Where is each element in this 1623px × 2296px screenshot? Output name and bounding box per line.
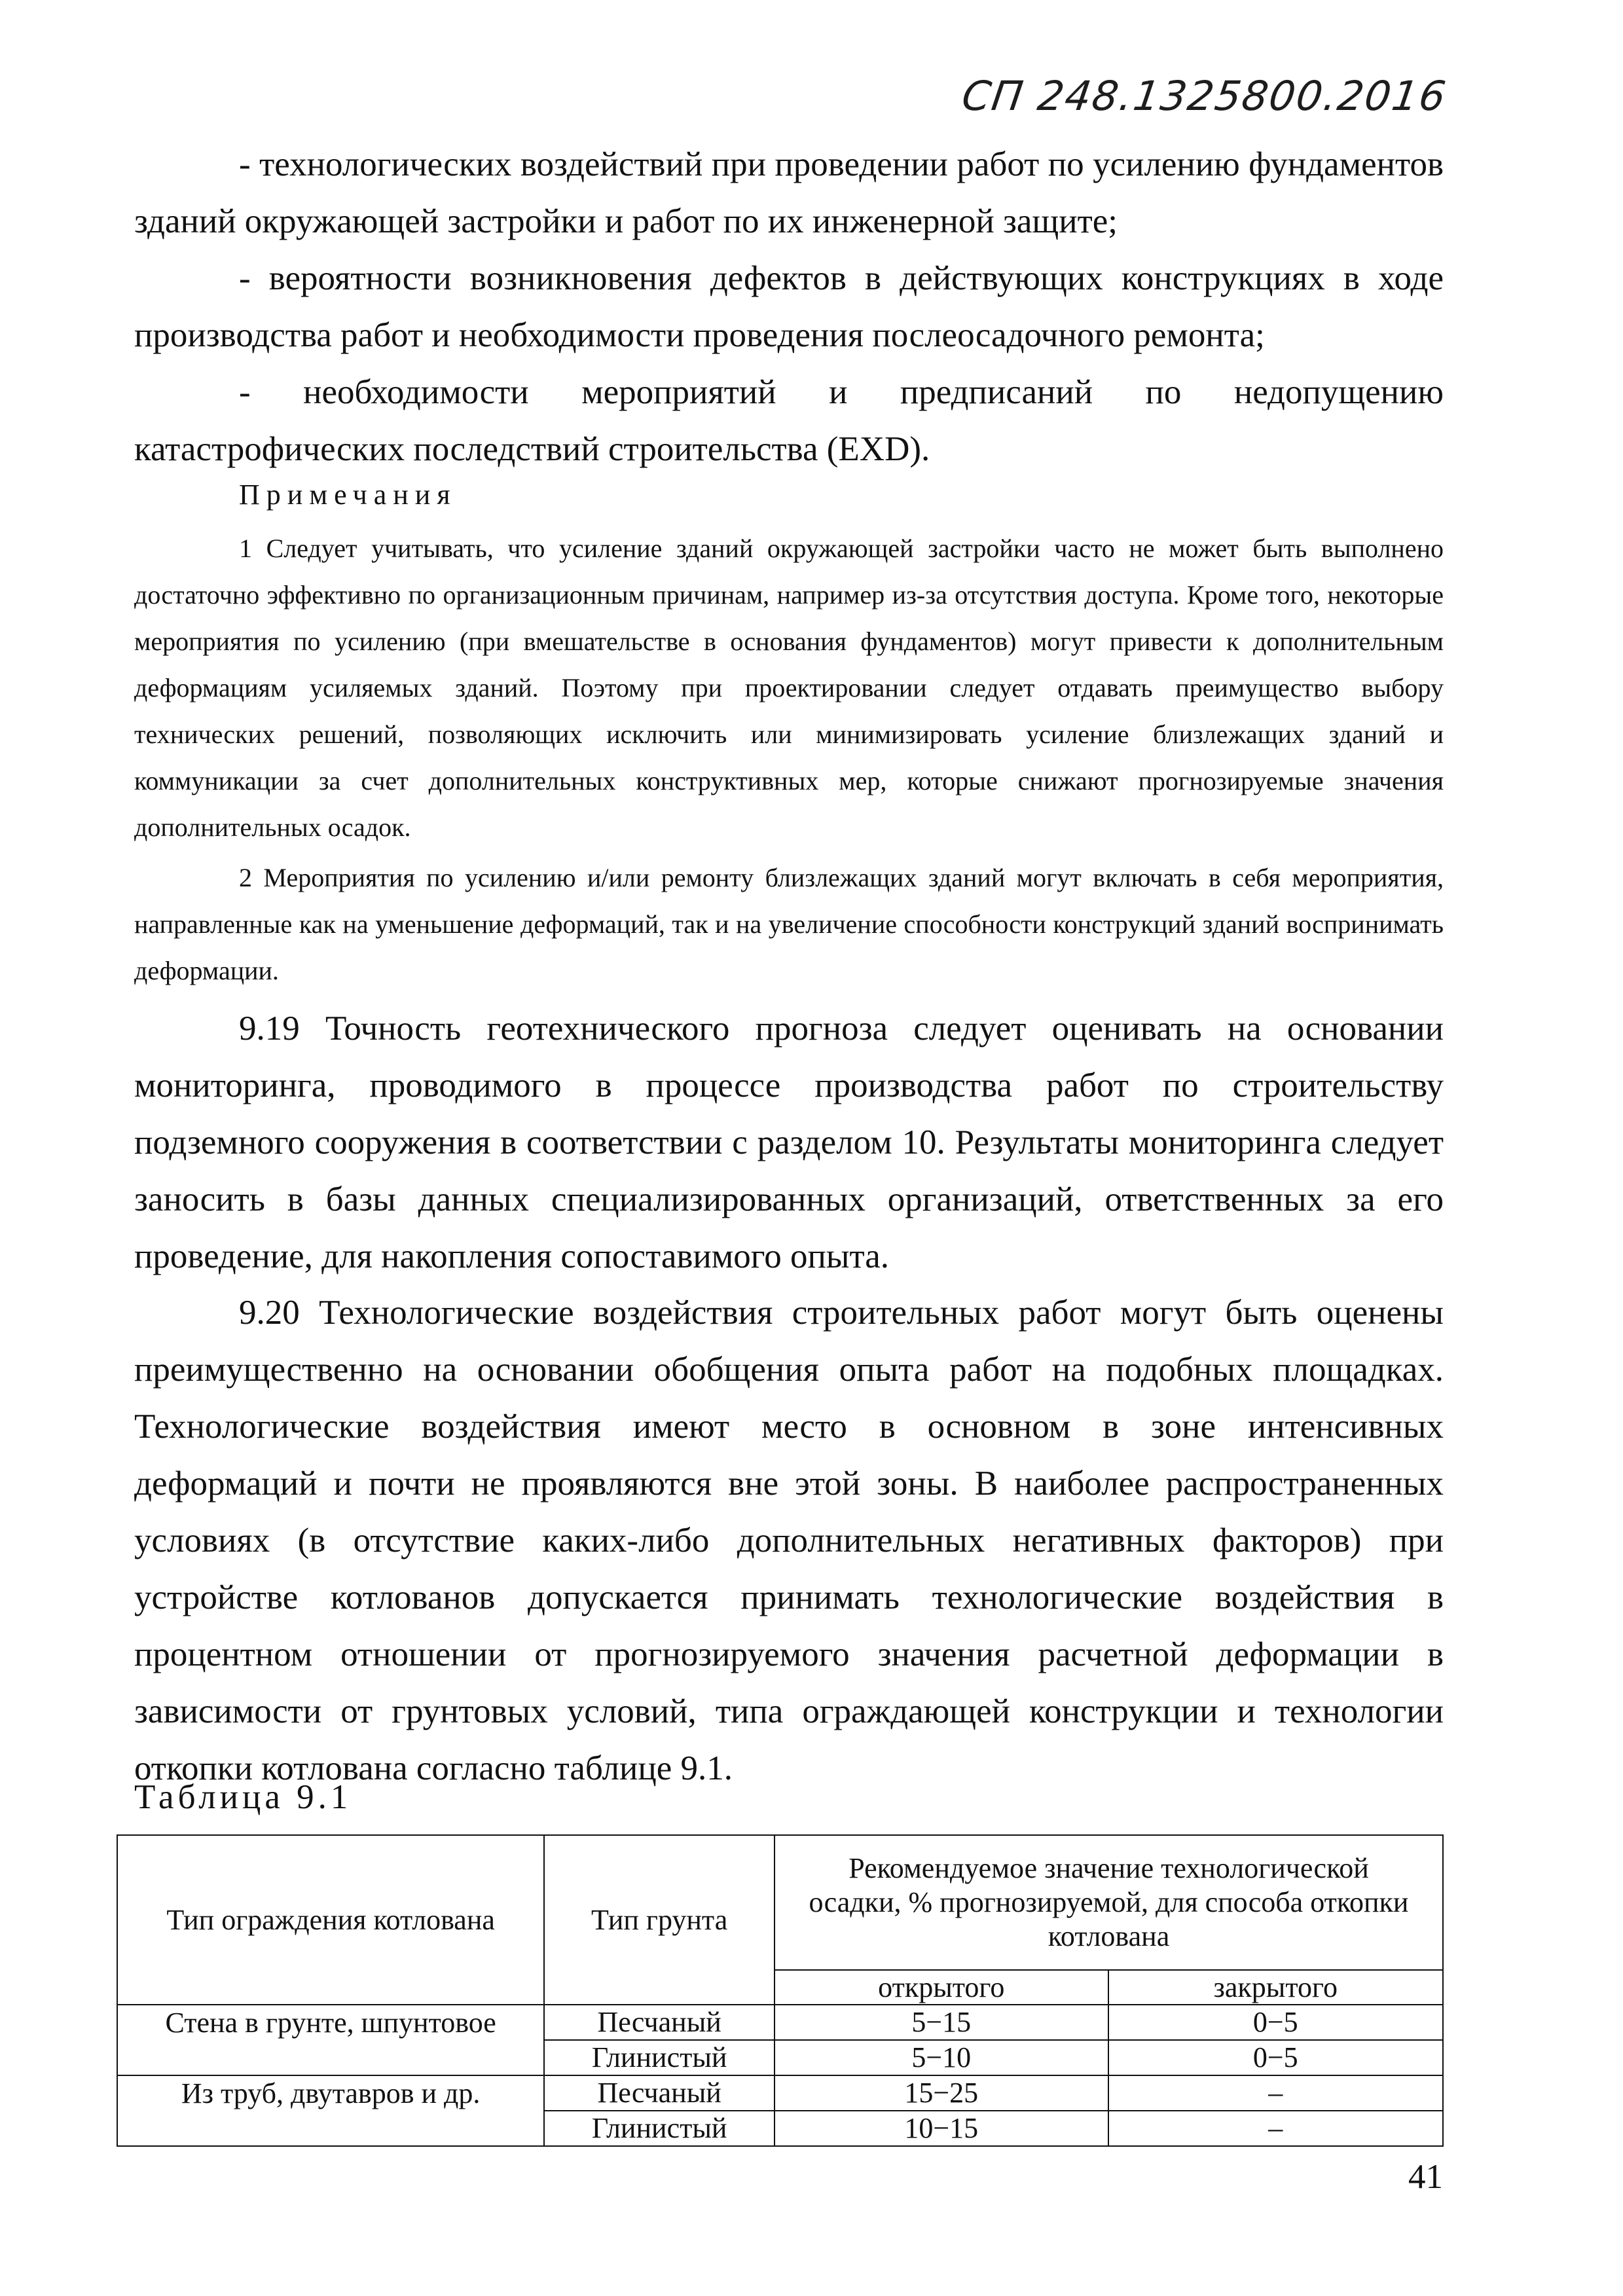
paragraph-9-20: 9.20 Технологические воздействия строительных работ могут быть оценены преимущественно на основании обобщения опыта работ на подобных площадках. Технологические воздействия имеют место в основном в зоне интенсивных деформаций и почти не проявляются вне этой зоны. В наиболее распространенных условиях (в отсутствие каких-либо дополнительных негативных факторов) при устройстве котлованов допускается принимать технологические воздействия в процентном отношении от прогнозируемого значения расчетной деформации в зависимости от грунтовых условий, типа ограждающей конструкции и технологии откопки котлована согласно таблице 9.1. <box>134 1294 1444 1787</box>
cell-open: 15−25 <box>775 2075 1108 2111</box>
table-row <box>117 2005 1443 2040</box>
paragraph-9-19: 9.19 Точность геотехнического прогноза следует оценивать на основании мониторинга, проводимого в процессе производства работ по строительству подземного сооружения в соответствии с разделом 10. Результаты мониторинга следует заносить в базы данных специализированных организаций, ответственных за его проведение, для накопления сопоставимого опыта. <box>134 1010 1444 1275</box>
table-row <box>117 2111 1443 2146</box>
cell-soil: Песчаный <box>544 2075 775 2111</box>
cell-open: 10−15 <box>775 2111 1108 2146</box>
page-number: 41 <box>1408 2158 1443 2196</box>
cell-fence: Стена в грунте, шпунтовое <box>117 2005 544 2040</box>
table-title: Таблица 9.1 <box>134 1778 352 1816</box>
cell-soil: Глинистый <box>544 2040 775 2075</box>
bullet-item: - необходимости мероприятий и предписаний по недопущению катастрофических последствий строительства (EXD). <box>134 373 1444 468</box>
document-code-handwritten: СП 248.1325800.2016 <box>958 72 1450 120</box>
note-item: 1 Следует учитывать, что усиление зданий окружающей застройки часто не может быть выполнено достаточно эффективно по организационным причинам, например из-за отсутствия доступа. Кроме того, некоторые мероприятия по усилению (при вмешательстве в основания фундаментов) могут привести к дополнительным деформациям усиляемых зданий. Поэтому при проектировании следует отдавать преимущество выбору технических решений, позволяющих исключить или минимизировать усиление близлежащих зданий и коммуникации за счет дополнительных конструктивных мер, которые снижают прогнозируемые значения дополнительных осадок. <box>134 534 1444 842</box>
cell-open: 5−15 <box>775 2005 1108 2040</box>
cell-closed: – <box>1108 2075 1444 2111</box>
data-table <box>117 1834 1444 2147</box>
header-closed-method: закрытого <box>1108 1970 1444 2005</box>
header-recommended-settlement: Рекомендуемое значение технологической осадки, % прогнозируемой, для способа откопки котлована <box>775 1835 1443 1970</box>
cell-soil: Песчаный <box>544 2005 775 2040</box>
cell-open: 5−10 <box>775 2040 1108 2075</box>
header-fence-type: Тип ограждения котлована <box>117 1835 544 2005</box>
table-row <box>117 2040 1443 2075</box>
cell-fence: Из труб, двутавров и др. <box>117 2075 544 2111</box>
bullet-item: - технологических воздействий при проведении работ по усилению фундаментов зданий окружающей застройки и работ по их инженерной защите; <box>134 145 1444 240</box>
cell-closed: 0−5 <box>1108 2040 1444 2075</box>
cell-soil: Глинистый <box>544 2111 775 2146</box>
note-item: 2 Мероприятия по усилению и/или ремонту близлежащих зданий могут включать в себя мероприятия, направленные как на уменьшение деформаций, так и на увеличение способности конструкций зданий воспринимать деформации. <box>134 863 1444 985</box>
cell-fence <box>117 2040 544 2075</box>
header-soil-type: Тип грунта <box>544 1835 775 2005</box>
cell-closed: – <box>1108 2111 1444 2146</box>
cell-fence <box>117 2111 544 2146</box>
cell-closed: 0−5 <box>1108 2005 1444 2040</box>
notes-heading: Примечания <box>239 479 457 511</box>
table-row <box>117 2075 1443 2111</box>
bullet-item: - вероятности возникновения дефектов в действующих конструкциях в ходе производства работ и необходимости проведения послеосадочного ремонта; <box>134 259 1444 354</box>
header-open-method: открытого <box>775 1970 1108 2005</box>
